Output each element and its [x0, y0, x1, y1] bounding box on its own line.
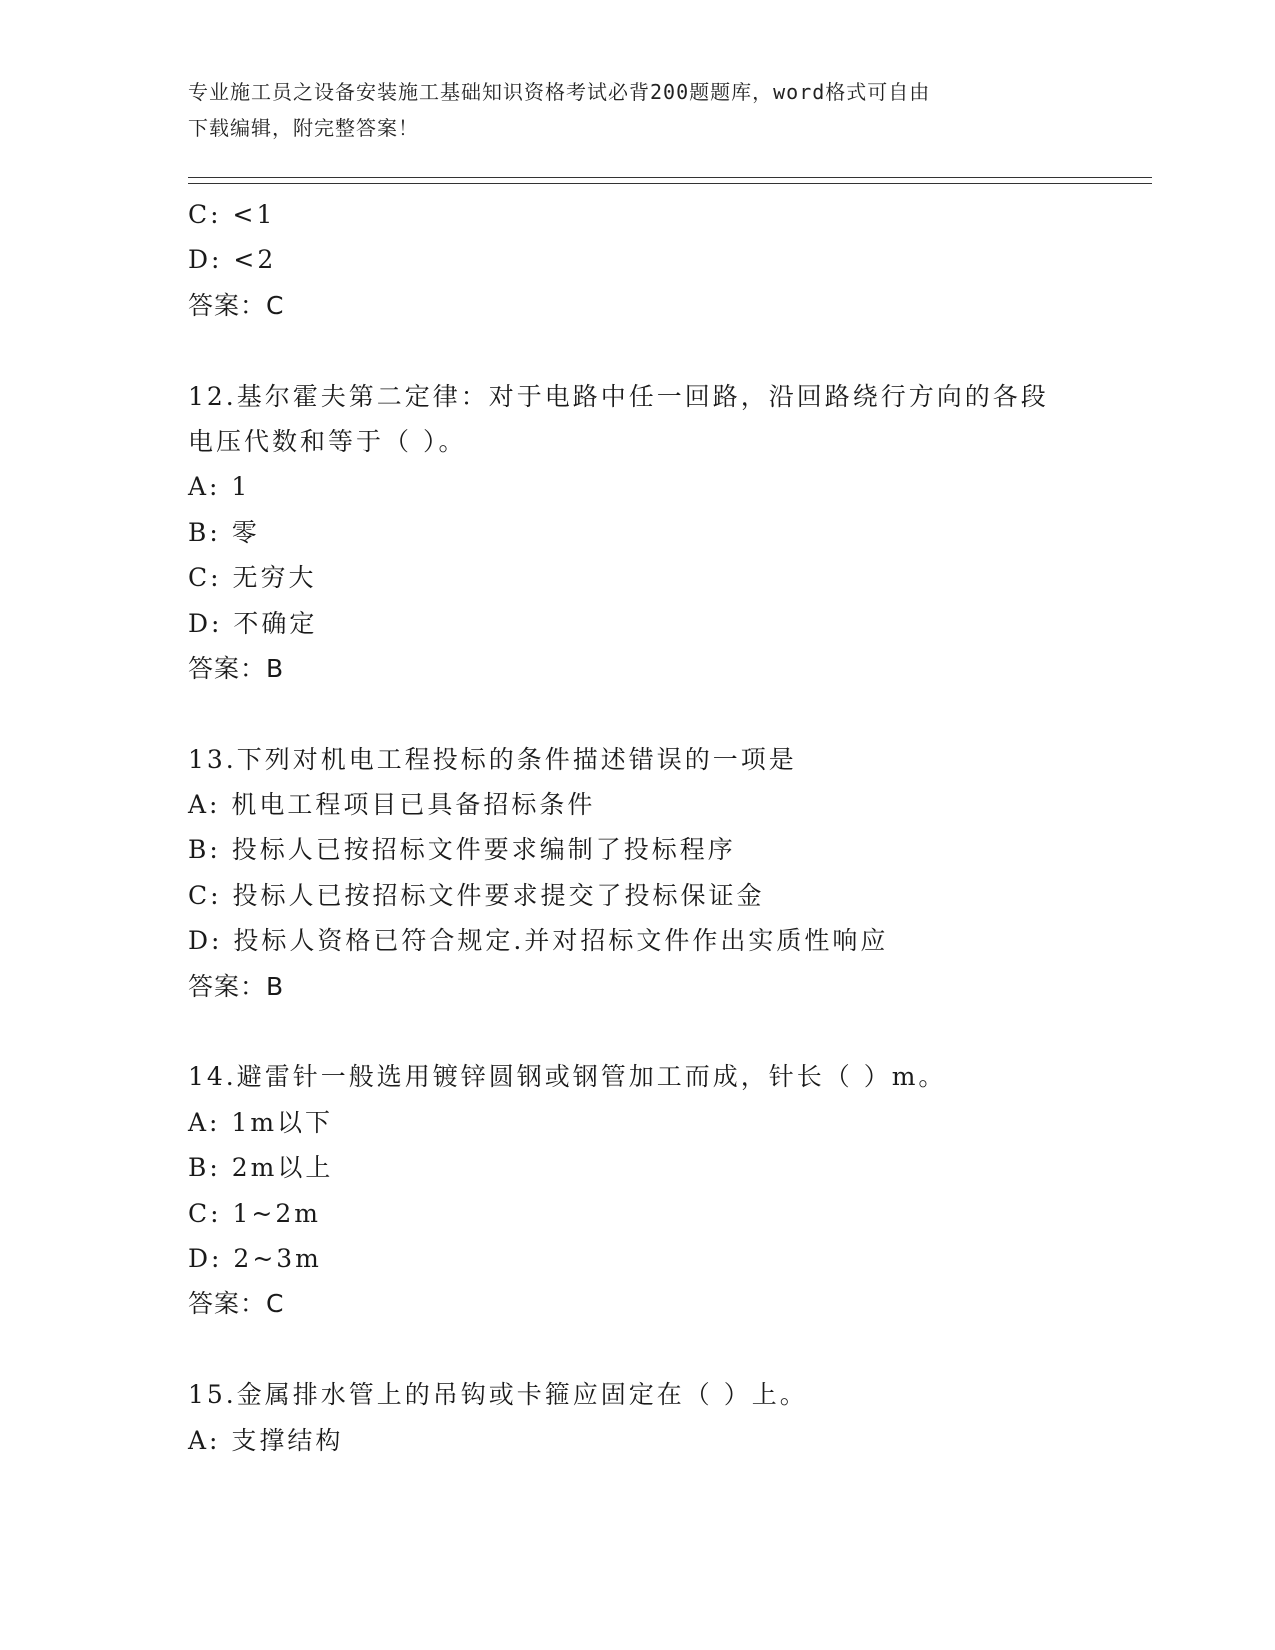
spacer	[188, 1009, 1152, 1054]
option-a: A: 支撑结构	[188, 1425, 344, 1455]
header-divider-bottom	[188, 183, 1152, 184]
option-d: D: 2~3m	[188, 1243, 322, 1273]
option-c: C: <1	[188, 200, 276, 229]
option-b: B: 2m以上	[188, 1153, 334, 1183]
option-a: A: 1	[188, 472, 251, 502]
question-14	[188, 1054, 1152, 1326]
option-c: C: 投标人已按招标文件要求提交了投标保证金	[188, 880, 765, 910]
question-13	[188, 737, 1152, 1009]
option-d: D: 投标人资格已符合规定.并对招标文件作出实质性响应	[188, 926, 889, 956]
question-15	[188, 1372, 1152, 1463]
option-d: D: <2	[188, 245, 277, 275]
option-a: A: 机电工程项目已具备招标条件	[188, 790, 596, 820]
question-stem: 15.金属排水管上的吊钩或卡箍应固定在（ ）上。	[188, 1380, 808, 1410]
spacer	[188, 691, 1152, 736]
question-stem: 12.基尔霍夫第二定律：对于电路中任一回路，沿回路绕行方向的各段	[188, 381, 1049, 411]
question-11-tail	[188, 192, 1152, 328]
spacer	[188, 1327, 1152, 1372]
answer-line: 答案：C	[188, 290, 285, 320]
answer-line: 答案：B	[188, 653, 285, 683]
option-c: C: 无穷大	[188, 563, 317, 593]
question-stem: 14.避雷针一般选用镀锌圆钢或钢管加工而成，针长（ ）m。	[188, 1062, 947, 1092]
option-b: B: 投标人已按招标文件要求编制了投标程序	[188, 835, 736, 865]
option-d: D: 不确定	[188, 608, 318, 638]
option-a: A: 1m以下	[188, 1107, 334, 1137]
header-line-2: 下载编辑，附完整答案！	[188, 116, 419, 140]
option-c: C: 1~2m	[188, 1198, 321, 1228]
answer-line: 答案：C	[188, 1289, 285, 1319]
question-stem: 13.下列对机电工程投标的条件描述错误的一项是	[188, 744, 797, 774]
header-line-1: 专业施工员之设备安装施工基础知识资格考试必背200题题库，word格式可自由	[188, 80, 931, 104]
question-12	[188, 374, 1152, 692]
question-stem: 电压代数和等于（ ）。	[188, 426, 467, 456]
spacer	[188, 328, 1152, 373]
document-header	[188, 74, 1078, 146]
option-b: B: 零	[188, 517, 260, 547]
question-list	[188, 192, 1152, 1463]
header-divider-top	[188, 177, 1152, 178]
answer-line: 答案：B	[188, 971, 285, 1001]
